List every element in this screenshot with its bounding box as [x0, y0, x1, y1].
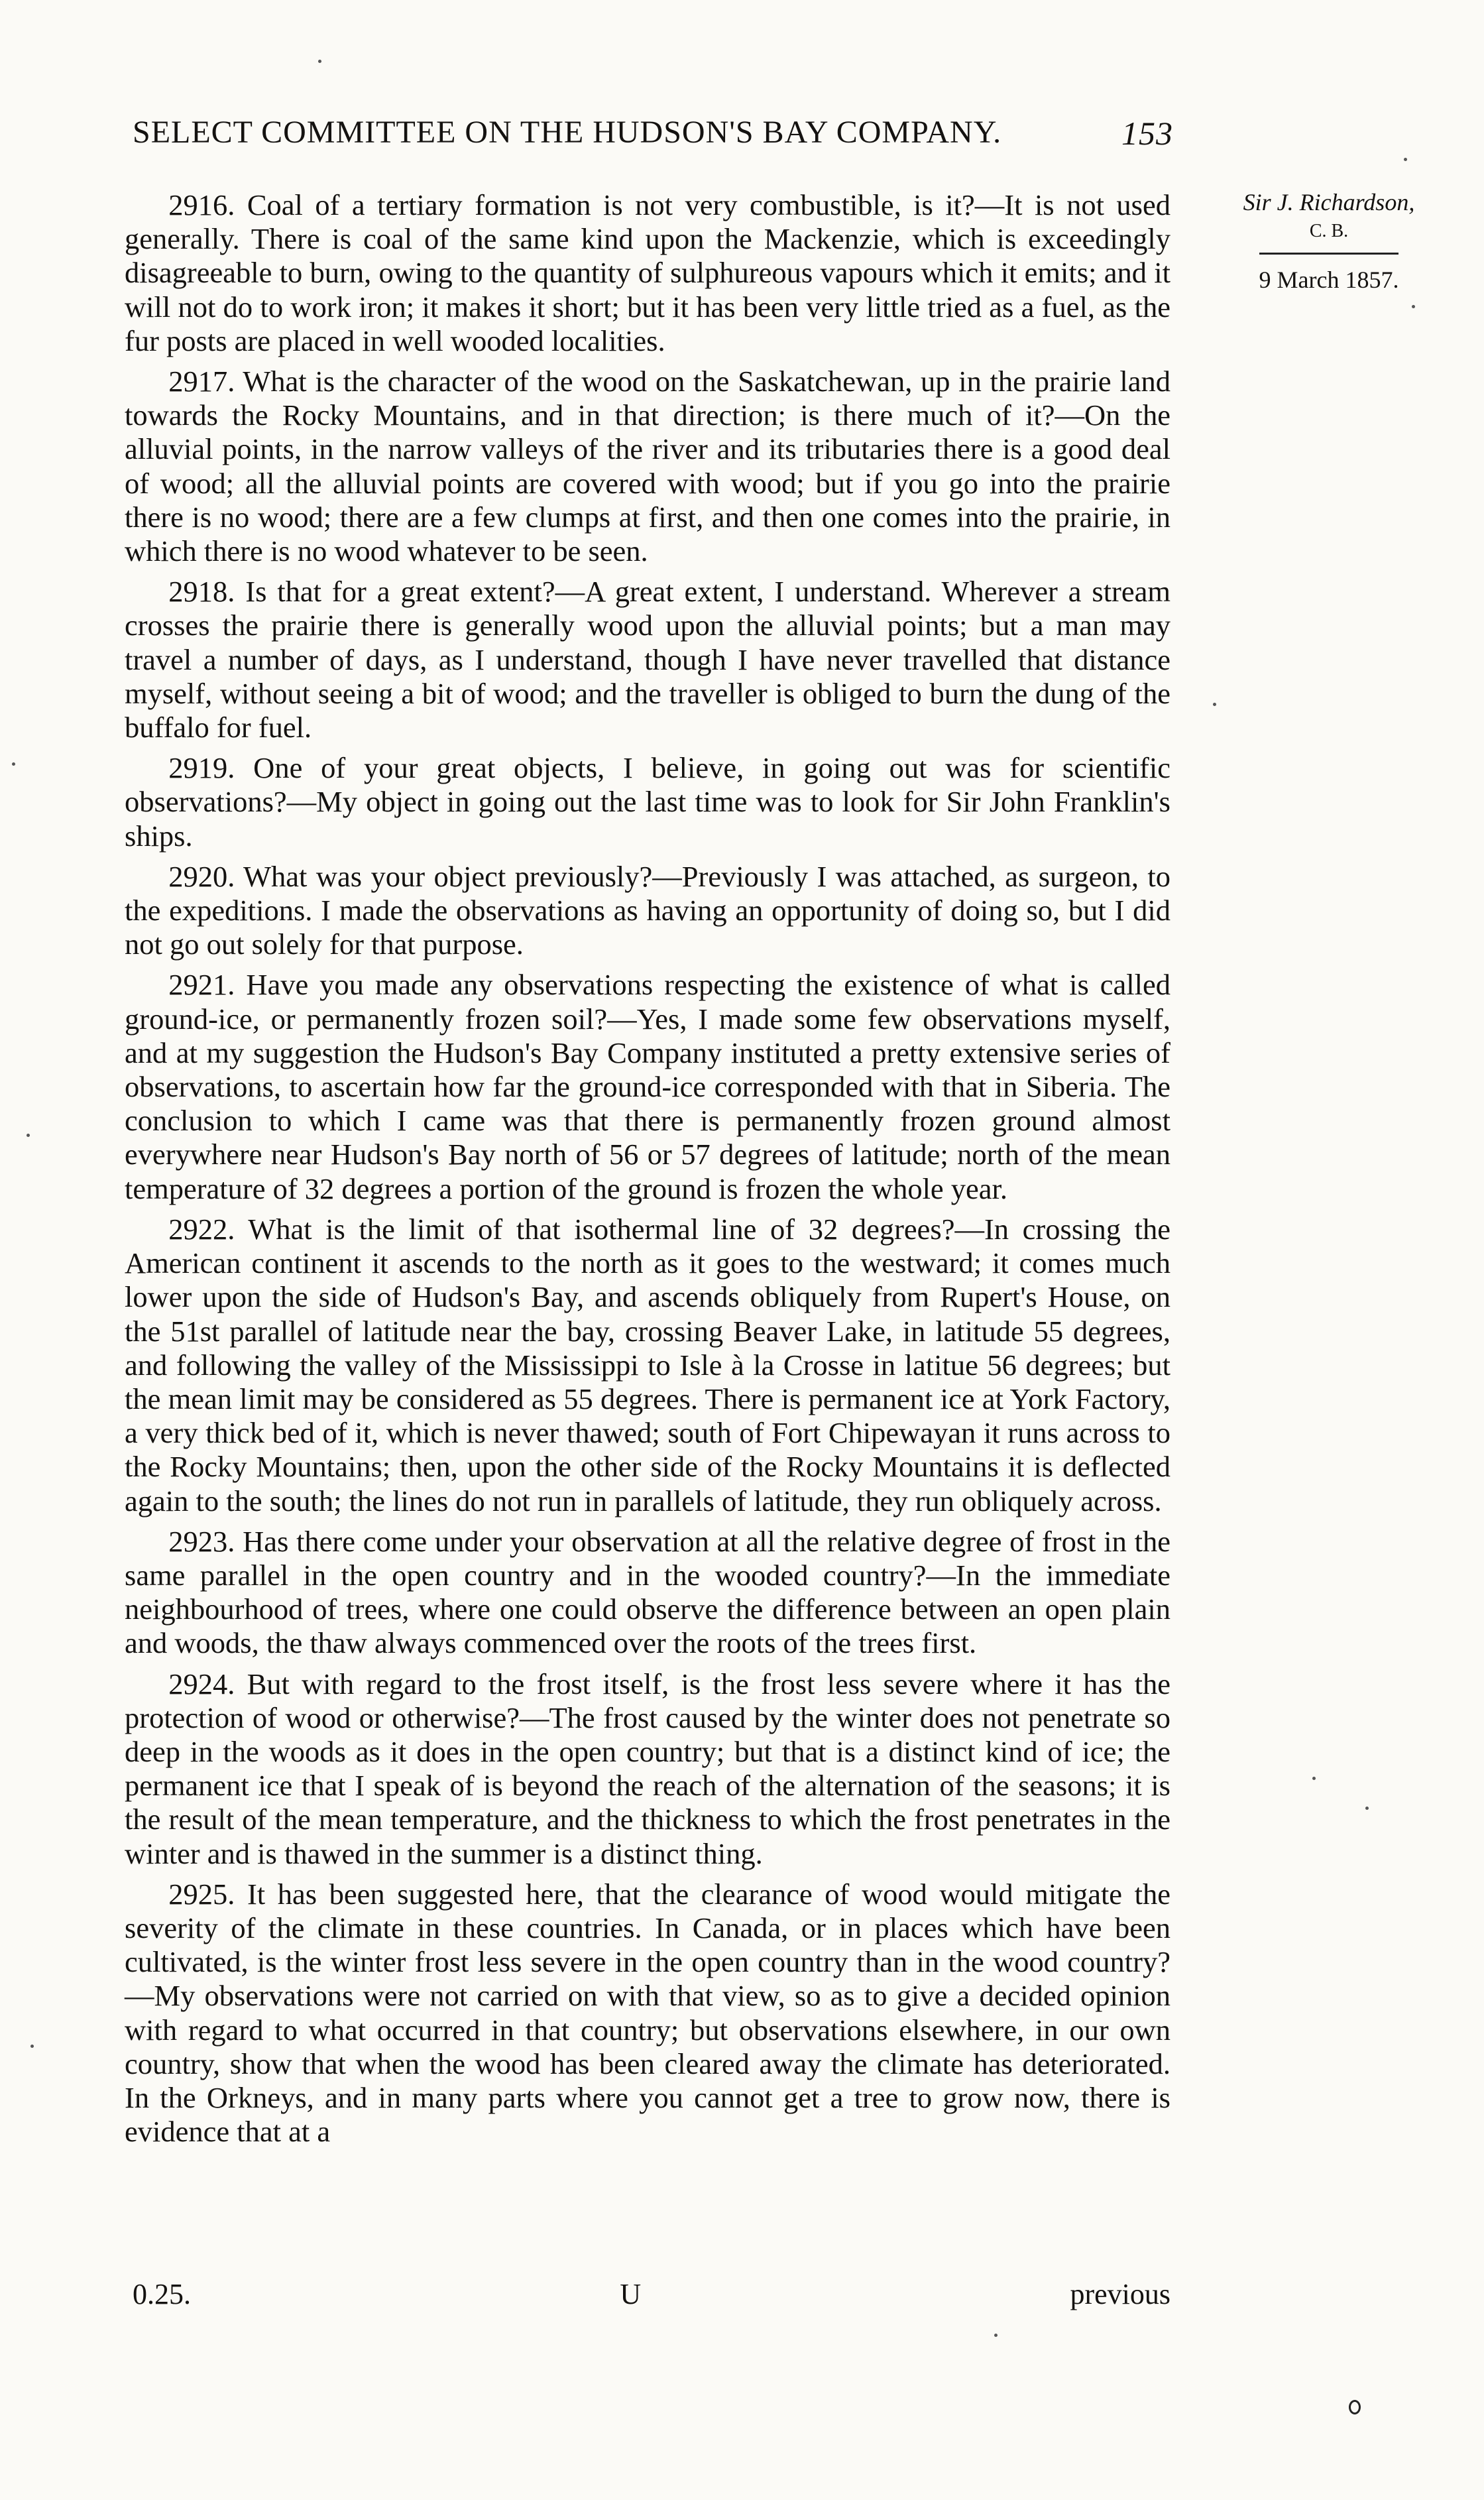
paragraph-2920: 2920. What was your object previously?—Previously I was attached, as surgeon, to the expeditions. I made the observations as having an opportunity of doing so, but I did not go out solely for that purpose. — [125, 859, 1170, 961]
paragraph-2919: 2919. One of your great objects, I believe, in going out was for scientific observations?—My object in going out the last time was to look for Sir John Franklin's ships. — [125, 751, 1170, 853]
margin-note — [1186, 188, 1471, 294]
paragraph-2924: 2924. But with regard to the frost itself, is the frost less severe where it has the protection of wood or otherwise?—The frost caused by the winter does not penetrate so deep in the woods as it does in the open country; but that is a distinct kind of ice; the permanent ice that I speak of is beyond the reach of the alternation of the seasons; it is the result of the mean temperature, and the thickness to which the frost penetrates in the winter and is thawed in the summer is a distinct thing. — [125, 1667, 1170, 1870]
paragraph-2922: 2922. What is the limit of that isothermal line of 32 degrees?—In crossing the American continent it ascends to the north as it goes to the westward; it comes much lower upon the side of Hudson's Bay, and ascends obliquely from Rupert's House, on the 51st parallel of latitude near the bay, crossing Beaver Lake, in latitude 55 degrees, and following the valley of the Mississippi to Isle à la Crosse in latitue 56 degrees; but the mean limit may be considered as 55 degrees. There is permanent ice at York Factory, a very thick bed of it, which is never thawed; south of Fort Chipewayan it runs across to the Rocky Mountains; then, upon the other side of the Rocky Mountains it is deflected again to the south; the lines do not run in parallels of latitude, they run obliquely across. — [125, 1212, 1170, 1518]
paragraph-2917: 2917. What is the character of the wood on the Saskatchewan, up in the prairie land towards the Rocky Mountains, and in that direction; is there much of it?—On the alluvial points, in the narrow valleys of the river and its tributaries there is a good deal of wood; all the alluvial points are covered with wood; but if you go into the prairie there is no wood; there are a few clumps at first, and then one comes into the prairie, in which there is no wood whatever to be seen. — [125, 365, 1170, 568]
paragraph-2921: 2921. Have you made any observations respecting the existence of what is called ground-ice, or permanently frozen soil?—Yes, I made some few observations myself, and at my suggestion the Hudson's Bay Company instituted a pretty extensive series of observations, to ascertain how far the ground-ice corresponded with that in Siberia. The conclusion to which I came was that there is permanently frozen ground almost everywhere near Hudson's Bay north of 56 or 57 degrees of latitude; north of the mean temperature of 32 degrees a portion of the ground is frozen the whole year. — [125, 968, 1170, 1205]
page-number: 153 — [1121, 115, 1173, 152]
footer-catchword: previous — [1070, 2278, 1170, 2310]
scan-speck — [1312, 1777, 1316, 1780]
scan-speck — [1365, 1807, 1369, 1810]
scan-speck — [1412, 305, 1415, 308]
paragraph-2918: 2918. Is that for a great extent?—A great extent, I understand. Wherever a stream crosses the prairie there is generally wood upon the alluvial points; but a man may travel a number of days, as I understand, though I have never travelled that distance myself, without seeing a bit of wood; and the traveller is obliged to burn the dung of the buffalo for fuel. — [125, 575, 1170, 744]
scan-speck — [1213, 703, 1216, 706]
scan-speck — [1404, 158, 1407, 161]
paragraph-2916: 2916. Coal of a tertiary formation is not very combustible, is it?—It is not used generally. There is coal of the same kind upon the Mackenzie, which is exceedingly disagreeable to burn, owing to the quantity of sulphureous vapours which it emits; and it will not do to work iron; it makes it short; but it has been very little tried as a fuel, as the fur posts are placed in well wooded localities. — [125, 188, 1170, 357]
footer-signature: 0.25. — [133, 2278, 191, 2310]
header-title: SELECT COMMITTEE ON THE HUDSON'S BAY COMPANY. — [133, 115, 1002, 150]
witness-name: Sir J. Richardson, — [1243, 189, 1415, 215]
scan-speck — [27, 1134, 30, 1137]
paragraph-2925: 2925. It has been suggested here, that the clearance of wood would mitigate the severity of the climate in these countries. In Canada, or in places which have been cultivated, is the winter frost less severe in the open country than in the wood country?—My observations were not carried on with that view, so as to give a decided opinion with regard to what occurred in that country; but observations elsewhere, in our own country, show that when the wood has been cleared away the climate has deteriorated. In the Orkneys, and in many parts where you cannot get a tree to grow now, there is evidence that at a — [125, 1877, 1170, 2149]
margin-rule — [1259, 253, 1398, 255]
testimony-body — [125, 188, 1170, 2155]
footer-signature-mark: U — [620, 2278, 642, 2310]
paragraph-2923: 2923. Has there come under your observation at all the relative degree of frost in the same parallel in the open country and in the wooded country?—In the immediate neighbourhood of trees, where one could observe the difference between an open plain and woods, the thaw always commenced over the roots of the trees first. — [125, 1524, 1170, 1660]
witness-title: C. B. — [1309, 221, 1349, 241]
witness-date: 9 March 1857. — [1259, 267, 1399, 293]
scan-speck — [318, 60, 321, 63]
scan-speck — [994, 2334, 998, 2337]
scan-speck — [12, 762, 15, 766]
page-footer — [133, 2277, 1170, 2311]
running-header — [133, 114, 1173, 152]
scan-speck — [1349, 2400, 1361, 2414]
scan-speck — [30, 2045, 34, 2048]
